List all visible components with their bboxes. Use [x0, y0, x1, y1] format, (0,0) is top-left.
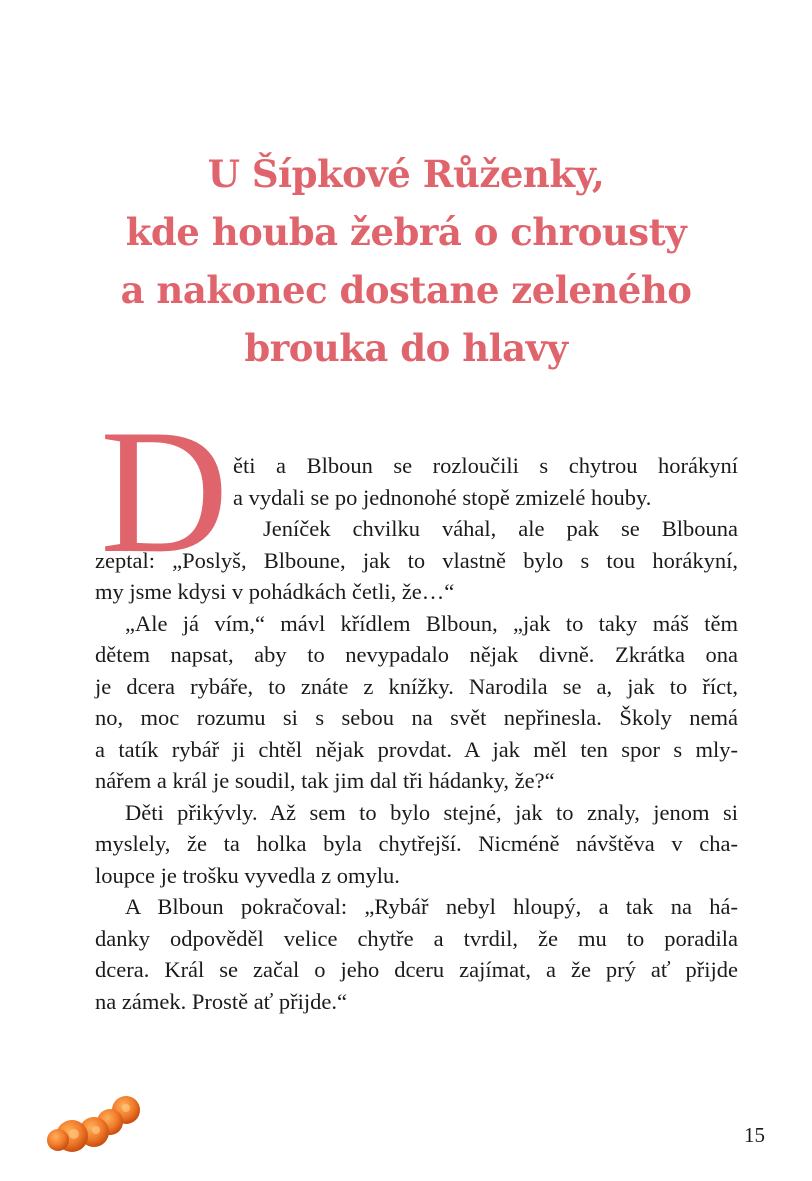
text-line: nářem a král je soudil, tak jim dal tři hádanky, že?“	[95, 768, 555, 793]
body-text	[95, 450, 738, 1017]
text-line: je dcera rybáře, to znáte z knížky. Narodila se a, jak to říct,	[95, 673, 738, 699]
text-line: dcera. Král se začal o jeho dceru zajímat, a že prý ať přijde	[95, 957, 738, 982]
text-line: no, moc rozumu si s sebou na svět nepřinesla. Školy nemá	[95, 705, 738, 730]
text-line: myslely, že ta holka byla chytřejší. Nicméně návštěva v cha-	[95, 831, 738, 856]
text-line: my jsme kdysi v pohádkách četli, že…“	[95, 579, 455, 604]
chapter-title-line-4: brouka do hlavy	[244, 326, 568, 370]
chapter-title-line-2: kde houba žebrá o chrousty	[125, 210, 687, 254]
page-number: 15	[744, 1123, 765, 1147]
text-line: Děti přikývly. Až sem to bylo stejné, jak to znaly, jenom si	[125, 799, 738, 825]
text-line: dětem napsat, aby to nevypadalo nějak divně. Zkrátka ona	[95, 642, 738, 667]
text-line: a tatík rybář ji chtěl nějak provdat. A jak měl ten spor s mly-	[95, 736, 738, 762]
chapter-title-line-1: U Šípkové Růženky,	[207, 152, 605, 196]
drop-cap-letter: D	[100, 392, 229, 590]
text-line: loupce je trošku vyvedla z omylu.	[95, 862, 400, 888]
text-line: „Ale já vím,“ mávl křídlem Blboun, „jak to taky máš těm	[125, 610, 738, 636]
text-line: a vydali se po jednonohé stopě zmizelé houby.	[233, 484, 652, 510]
text-line: danky odpověděl velice chytře a tvrdil, že mu to poradila	[95, 925, 738, 951]
orange-slices-icon	[44, 1088, 144, 1158]
chapter-title	[0, 145, 812, 377]
text-line: ěti a Blboun se rozloučili s chytrou horákyní	[233, 453, 738, 478]
text-line: Jeníček chvilku váhal, ale pak se Blbouna	[263, 516, 738, 541]
text-line: na zámek. Prostě ať přijde.“	[95, 988, 348, 1014]
chapter-title-line-3: a nakonec dostane zeleného	[120, 268, 692, 312]
text-line: zeptal: „Poslyš, Blboune, jak to vlastně bylo s tou horákyní,	[95, 547, 738, 573]
text-line: A Blboun pokračoval: „Rybář nebyl hloupý, a tak na há-	[125, 894, 738, 919]
